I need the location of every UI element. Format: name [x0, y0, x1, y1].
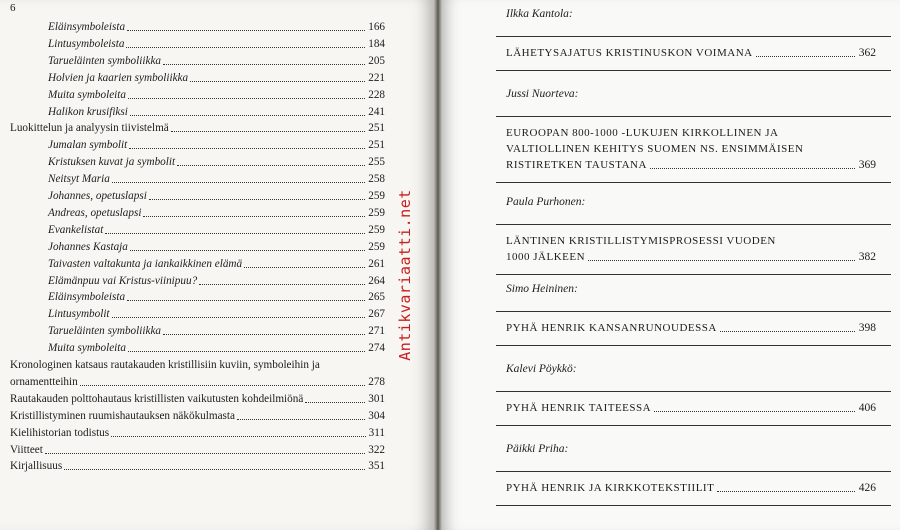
entry-page: 271	[368, 325, 385, 338]
dot-leader	[149, 198, 365, 200]
dot-leader	[45, 452, 365, 454]
article-title: PYHÄ HENRIK TAITEESSA	[506, 402, 652, 414]
entry-page: 251	[368, 122, 385, 135]
entry-page: 259	[368, 206, 385, 219]
entry-title: Neitsyt Maria	[48, 173, 110, 186]
entry-page: 267	[368, 308, 385, 321]
toc-subentry	[48, 37, 385, 51]
toc-entry	[10, 459, 385, 473]
article-title: VALTIOLLINEN KEHITYS SUOMEN NS. ENSIMMÄISEN	[506, 143, 804, 155]
entry-page: 184	[368, 37, 385, 50]
dot-leader	[64, 468, 365, 470]
divider-line	[496, 36, 891, 37]
article-title: LÄHETYSAJATUS KRISTINUSKON VOIMANA	[506, 47, 753, 59]
article-title: PYHÄ HENRIK JA KIRKKOTEKSTIILIT	[506, 482, 715, 494]
book-gutter	[434, 0, 442, 530]
entry-title: Kristuksen kuvat ja symbolit	[48, 156, 176, 169]
toc-subentry	[48, 155, 385, 169]
article-title: RISTIRETKEN TAUSTANA	[506, 159, 647, 171]
toc-subentry	[48, 20, 385, 34]
entry-page: 228	[368, 88, 385, 101]
dot-leader	[720, 330, 855, 332]
entry-page: 274	[368, 342, 385, 355]
entry-page: 322	[368, 443, 385, 456]
entry-title: Viitteet	[10, 443, 43, 456]
entry-page: 241	[368, 105, 385, 118]
entry-title: Rautakauden polttohautaus kristillisten vaikutusten kohdeilmiönä	[10, 392, 304, 405]
toc-entry	[10, 375, 385, 389]
entry-page: 259	[368, 223, 385, 236]
article-title-line	[506, 400, 876, 416]
entry-title: Taivasten valtakunta ja iankaikkinen elämä	[48, 257, 243, 270]
entry-title: Tarueläinten symboliikka	[48, 325, 162, 338]
article-page: 369	[858, 159, 876, 171]
entry-title: Andreas, opetuslapsi	[48, 206, 142, 219]
article-author: Simo Heininen:	[506, 283, 578, 295]
toc-subentry	[48, 240, 385, 254]
article-page: 426	[858, 482, 876, 494]
toc-entry	[10, 121, 385, 135]
entry-title: Eläinsymboleista	[48, 291, 126, 304]
entry-page: 205	[368, 54, 385, 67]
entry-title: Lintusymboleista	[48, 37, 125, 50]
article-entry	[506, 480, 876, 496]
divider-line	[496, 505, 891, 506]
toc-subentry	[48, 274, 385, 288]
toc-subentry	[48, 88, 385, 102]
entry-title: ornamentteihin	[10, 375, 78, 388]
article-title-line	[506, 480, 876, 496]
entry-page: 258	[368, 173, 385, 186]
dot-leader	[177, 164, 365, 166]
article-entry	[506, 45, 876, 61]
toc-subentry	[48, 172, 385, 186]
dot-leader	[199, 283, 365, 285]
toc-subentry	[48, 189, 385, 203]
article-page: 406	[858, 402, 876, 414]
entry-page: 221	[368, 71, 385, 84]
dot-leader	[244, 266, 365, 268]
article-title: EUROOPAN 800-1000 -LUKUJEN KIRKOLLINEN JA	[506, 127, 779, 139]
article-author: Päikki Priha:	[506, 443, 569, 455]
dot-leader	[171, 130, 365, 132]
dot-leader	[130, 249, 365, 251]
divider-line	[496, 311, 891, 312]
toc-subentry	[48, 223, 385, 237]
entry-page: 255	[368, 156, 385, 169]
dot-leader	[717, 490, 854, 492]
divider-line	[496, 116, 891, 117]
entry-title: Lintusymbolit	[48, 308, 110, 321]
dot-leader	[127, 299, 365, 301]
entry-page: 261	[368, 257, 385, 270]
article-author: Paula Purhonen:	[506, 196, 586, 208]
entry-page: 264	[368, 274, 385, 287]
article-title-line	[506, 157, 876, 173]
entry-title: Kielihistorian todistus	[10, 426, 110, 439]
dot-leader	[80, 384, 365, 386]
toc-subentry	[48, 341, 385, 355]
entry-page: 265	[368, 291, 385, 304]
article-author: Ilkka Kantola:	[506, 8, 573, 20]
article-title-line	[506, 141, 876, 157]
entry-title: Johannes, opetuslapsi	[48, 190, 147, 202]
toc-subentry	[48, 71, 385, 85]
toc-entry-line: Kronologinen katsaus rautakauden kristillisiin kuviin, symboleihin ja	[10, 359, 320, 371]
entry-page: 311	[368, 426, 385, 439]
entry-page: 304	[368, 409, 385, 422]
article-entry	[506, 125, 876, 173]
dot-leader	[163, 63, 365, 65]
divider-line	[496, 70, 891, 71]
dot-leader	[305, 401, 365, 403]
divider-line	[496, 274, 891, 275]
toc-entry	[10, 443, 385, 457]
entry-page: 351	[368, 460, 385, 473]
watermark-text: Antikvariaatti.net	[396, 189, 414, 361]
divider-line	[496, 182, 891, 183]
article-title-line	[506, 320, 876, 336]
entry-title: Luokittelun ja analyysin tiivistelmä	[10, 122, 169, 135]
dot-leader	[143, 215, 365, 217]
toc-entry	[10, 426, 385, 440]
entry-title: Muita symboleita	[48, 88, 126, 101]
toc-subentry	[48, 105, 385, 119]
dot-leader	[237, 418, 365, 420]
article-entry	[506, 320, 876, 336]
divider-line	[496, 471, 891, 472]
entry-page: 166	[368, 21, 385, 33]
toc-subentry	[48, 54, 385, 68]
divider-line	[496, 425, 891, 426]
article-page: 362	[858, 47, 876, 59]
article-title-line	[506, 125, 876, 141]
divider-line	[496, 345, 891, 346]
toc-subentry	[48, 307, 385, 321]
toc-entry	[10, 392, 385, 406]
article-title: PYHÄ HENRIK KANSANRUNOUDESSA	[506, 322, 717, 334]
toc-subentry	[48, 206, 385, 220]
entry-page: 259	[368, 240, 385, 253]
dot-leader	[190, 80, 365, 82]
dot-leader	[127, 29, 365, 31]
dot-leader	[105, 232, 365, 234]
entry-page: 259	[368, 190, 385, 202]
dot-leader	[129, 147, 365, 149]
entry-page: 278	[368, 375, 385, 388]
page-number: 6	[10, 2, 16, 14]
dot-leader	[588, 259, 855, 261]
entry-title: Kirjallisuus	[10, 460, 63, 473]
article-title: 1000 JÄLKEEN	[506, 251, 586, 263]
entry-title: Eläinsymboleista	[48, 21, 126, 33]
dot-leader	[111, 435, 365, 437]
toc-subentry	[48, 138, 385, 152]
dot-leader	[756, 55, 855, 57]
article-page: 398	[858, 322, 876, 334]
dot-leader	[163, 333, 365, 335]
entry-page: 301	[368, 392, 385, 405]
entry-page: 251	[368, 139, 385, 152]
dot-leader	[654, 410, 855, 412]
entry-title: Elämänpuu vai Kristus-viinipuu?	[48, 274, 198, 287]
article-author: Kalevi Pöykkö:	[506, 363, 577, 375]
entry-title: Jumalan symbolit	[48, 139, 128, 152]
entry-title: Kristillistyminen ruumishautauksen näkökulmasta	[10, 409, 235, 422]
entry-title: Tarueläinten symboliikka	[48, 54, 162, 67]
divider-line	[496, 391, 891, 392]
toc-subentry	[48, 257, 385, 271]
dot-leader	[112, 181, 365, 183]
article-entry	[506, 233, 876, 265]
entry-title: Muita symboleita	[48, 342, 126, 355]
entry-title: Johannes Kastaja	[48, 240, 128, 253]
entry-title: Halikon krusifiksi	[48, 105, 128, 118]
toc-subentry	[48, 324, 385, 338]
article-author: Jussi Nuorteva:	[506, 88, 579, 100]
entry-title: Holvien ja kaarien symboliikka	[48, 71, 189, 84]
toc-subentry	[48, 290, 385, 304]
article-entry	[506, 400, 876, 416]
dot-leader	[650, 167, 855, 169]
dot-leader	[112, 316, 366, 318]
dot-leader	[126, 46, 365, 48]
dot-leader	[128, 97, 365, 99]
article-title-line	[506, 45, 876, 61]
toc-entry	[10, 409, 385, 423]
article-page: 382	[858, 251, 876, 263]
dot-leader	[130, 114, 365, 116]
article-title: LÄNTINEN KRISTILLISTYMISPROSESSI VUODEN	[506, 235, 776, 247]
watermark-stamp	[393, 185, 417, 365]
divider-line	[496, 224, 891, 225]
dot-leader	[128, 350, 365, 352]
article-title-line	[506, 233, 876, 249]
article-title-line	[506, 249, 876, 265]
entry-title: Evankelistat	[48, 223, 104, 236]
